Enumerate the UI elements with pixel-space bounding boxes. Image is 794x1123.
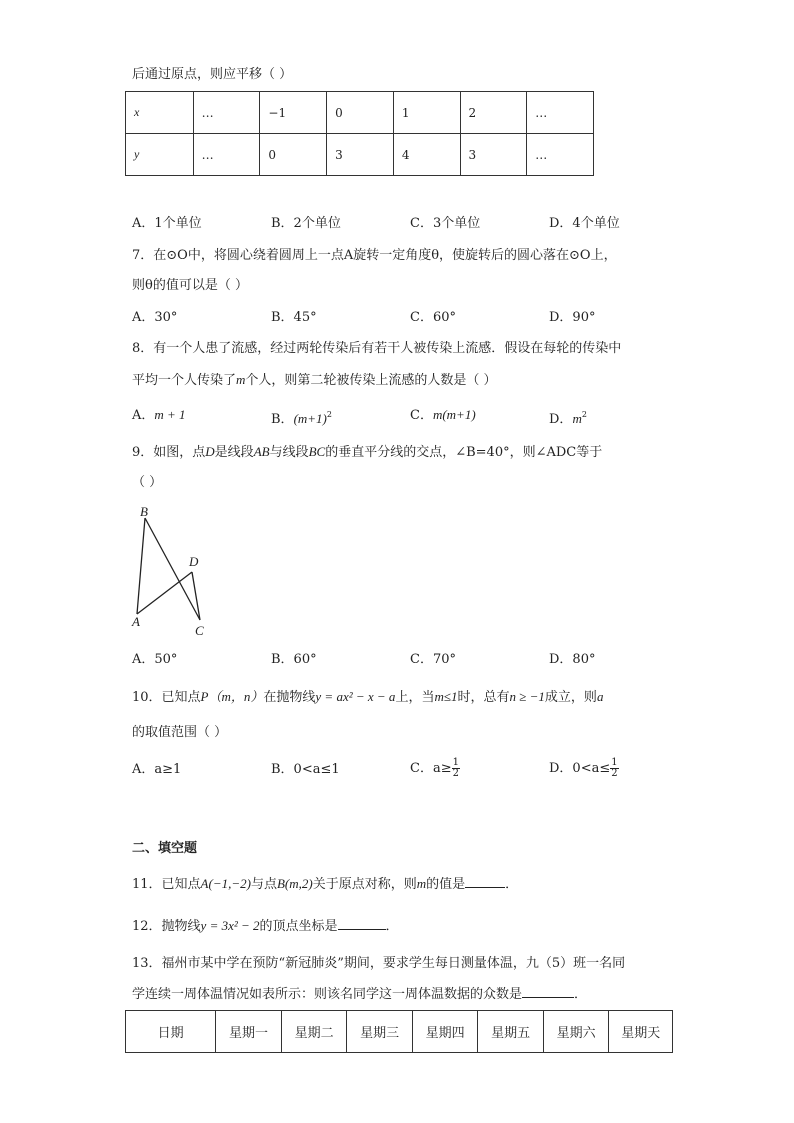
q13-line1: 13．福州市某中学在预防“新冠肺炎”期间，要求学生每日测量体温，九（5）班一名同: [132, 956, 626, 971]
q12-line: [132, 917, 399, 936]
q9-option-a[interactable]: A．50°: [132, 652, 178, 667]
fraction-one-half: [452, 758, 460, 779]
table-header: 星期六: [543, 1011, 609, 1053]
q10-option-c[interactable]: [410, 758, 460, 779]
q13-answer-blank[interactable]: [522, 985, 574, 998]
segment-ad: [137, 572, 192, 614]
fraction-one-half: [610, 758, 618, 779]
option-expr: (m+1): [293, 411, 327, 426]
q7-option-c[interactable]: C．60°: [410, 310, 456, 325]
q10-condition: m≤1: [434, 689, 458, 704]
q9-line1: [132, 443, 602, 462]
table-header: 日期: [126, 1011, 216, 1053]
q6-tail: 后通过原点，则应平移（ ）: [132, 67, 293, 82]
q12-expr: y = 3x² − 2: [200, 918, 260, 933]
q6-option-d[interactable]: D．4个单位: [549, 216, 620, 231]
q9-option-d[interactable]: D．80°: [549, 652, 596, 667]
table-cell: …: [527, 92, 594, 134]
table-cell: y: [126, 134, 194, 176]
table-cell: …: [193, 134, 260, 176]
q6-table-row-y: [126, 134, 594, 176]
q11-point-a: A(−1,−2): [200, 876, 251, 891]
option-label: A．: [132, 408, 155, 423]
option-label: C．a≥: [410, 761, 452, 776]
table-cell: 3: [460, 134, 527, 176]
q10-text: 成立，则: [544, 690, 597, 705]
q8-line2: [132, 371, 497, 390]
q13-table: [125, 1010, 673, 1053]
q9-option-c[interactable]: C．70°: [410, 652, 456, 667]
q7-line2: 则θ的值可以是（ ）: [132, 278, 248, 293]
q10-point-p: P（m，n）: [200, 689, 264, 704]
table-header: 星期四: [412, 1011, 478, 1053]
q10-option-b[interactable]: B．0<a≤1: [271, 762, 340, 777]
option-label: D．: [549, 412, 573, 427]
q13-line2: [132, 985, 587, 1004]
table-header: 星期三: [347, 1011, 413, 1053]
q10-parabola: y = ax² − x − a: [315, 689, 396, 704]
label-b: B: [140, 504, 148, 519]
q6-option-b[interactable]: B．2个单位: [271, 216, 341, 231]
q9-text: 是线段: [214, 445, 254, 460]
q10-line1: [132, 688, 603, 707]
q9-figure: [128, 502, 218, 642]
table-header: 星期天: [609, 1011, 673, 1053]
q12-text: 的顶点坐标是: [259, 919, 338, 934]
q11-answer-blank[interactable]: [465, 875, 505, 888]
option-label: D．0<a≤: [549, 761, 611, 776]
option-exponent: 2: [581, 410, 587, 419]
q9-text: 与线段: [269, 445, 309, 460]
q13-text: 学连续一周体温情况如表所示：则该名同学这一周体温数据的众数是: [132, 987, 523, 1002]
table-cell: 0: [260, 134, 327, 176]
q11-text: 关于原点对称，则: [312, 877, 417, 892]
q9-segment-bc: BC: [308, 444, 326, 459]
section-title: 二、填空题: [132, 841, 198, 856]
q11-point-b: B(m,2): [276, 876, 313, 891]
segment-ab: [137, 518, 145, 614]
option-expr: m: [572, 411, 582, 426]
q6-option-c[interactable]: C．3个单位: [410, 216, 481, 231]
q12-text: 12．抛物线: [132, 919, 201, 934]
q8-option-b[interactable]: [271, 406, 332, 429]
q8-text: 平均一个人传染了: [132, 373, 237, 388]
q9-point-d: D: [205, 444, 215, 459]
q9-text: 的垂直平分线的交点，∠B=40°，则∠ADC等于: [325, 445, 603, 460]
q10-text: 10．已知点: [132, 690, 201, 705]
label-d: D: [189, 554, 199, 569]
option-exponent: 2: [326, 410, 332, 419]
q11-text: 与点: [250, 877, 277, 892]
q9-option-b[interactable]: B．60°: [271, 652, 317, 667]
q6-table-row-x: [126, 92, 594, 134]
table-cell: 4: [393, 134, 460, 176]
q7-option-a[interactable]: A．30°: [132, 310, 178, 325]
q11-text: 的值是: [426, 877, 466, 892]
q12-answer-blank[interactable]: [338, 917, 386, 930]
q6-table: [125, 91, 594, 176]
q11-text: 11．已知点: [132, 877, 201, 892]
q9-segment-ab: AB: [253, 444, 270, 459]
q10-text: 时，总有: [457, 690, 510, 705]
q10-var-a: a: [596, 689, 604, 704]
q10-text: 在抛物线: [263, 690, 316, 705]
table-cell: 2: [460, 92, 527, 134]
numerator: 1: [611, 757, 618, 768]
label-a: A: [132, 614, 140, 629]
q10-option-d[interactable]: [549, 758, 619, 779]
option-expr: m + 1: [154, 407, 186, 422]
q7-option-b[interactable]: B．45°: [271, 310, 317, 325]
q9-line2: （ ）: [132, 475, 163, 490]
table-cell: …: [193, 92, 260, 134]
table-header: 星期五: [478, 1011, 544, 1053]
label-c: C: [195, 623, 204, 638]
q8-option-d[interactable]: [549, 406, 587, 429]
option-label: B．: [271, 412, 294, 427]
numerator: 1: [452, 757, 459, 768]
option-label: C．: [410, 408, 433, 423]
q8-var-m: m: [236, 372, 246, 387]
table-cell: …: [527, 134, 594, 176]
table-cell: 3: [327, 134, 394, 176]
q11-line: [132, 875, 518, 894]
table-header: 星期二: [281, 1011, 347, 1053]
table-cell: 1: [393, 92, 460, 134]
option-expr: m(m+1): [432, 407, 476, 422]
q9-text: 9．如图，点: [132, 445, 206, 460]
table-cell: 0: [327, 92, 394, 134]
q6-option-a[interactable]: A．1个单位: [132, 216, 202, 231]
q10-option-a[interactable]: A．a≥1: [132, 762, 182, 777]
q8-option-a[interactable]: [132, 406, 186, 425]
table-header-row: [126, 1011, 673, 1053]
q7-line1: 7．在⊙O中，将圆心绕着圆周上一点A旋转一定角度θ，使旋转后的圆心落在⊙O上，: [132, 248, 617, 263]
table-cell: x: [126, 92, 194, 134]
denominator: 2: [452, 768, 459, 779]
q10-line2: 的取值范围（ ）: [132, 725, 228, 740]
q10-condition: n ≥ −1: [509, 689, 545, 704]
q8-option-c[interactable]: [410, 406, 476, 425]
denominator: 2: [611, 768, 618, 779]
segment-bc: [145, 518, 200, 620]
q11-var-m: m: [416, 876, 427, 891]
q7-option-d[interactable]: D．90°: [549, 310, 596, 325]
table-header: 星期一: [216, 1011, 282, 1053]
q8-line1: 8．有一个人患了流感，经过两轮传染后有若干人被传染上流感．假设在每轮的传染中: [132, 341, 622, 356]
q11-text: ．: [505, 877, 519, 892]
q13-text: ．: [574, 987, 588, 1002]
q12-text: ．: [385, 919, 399, 934]
table-cell: −1: [260, 92, 327, 134]
q10-text: 上，当: [395, 690, 435, 705]
q8-text: 个人，则第二轮被传染上流感的人数是（ ）: [245, 373, 497, 388]
